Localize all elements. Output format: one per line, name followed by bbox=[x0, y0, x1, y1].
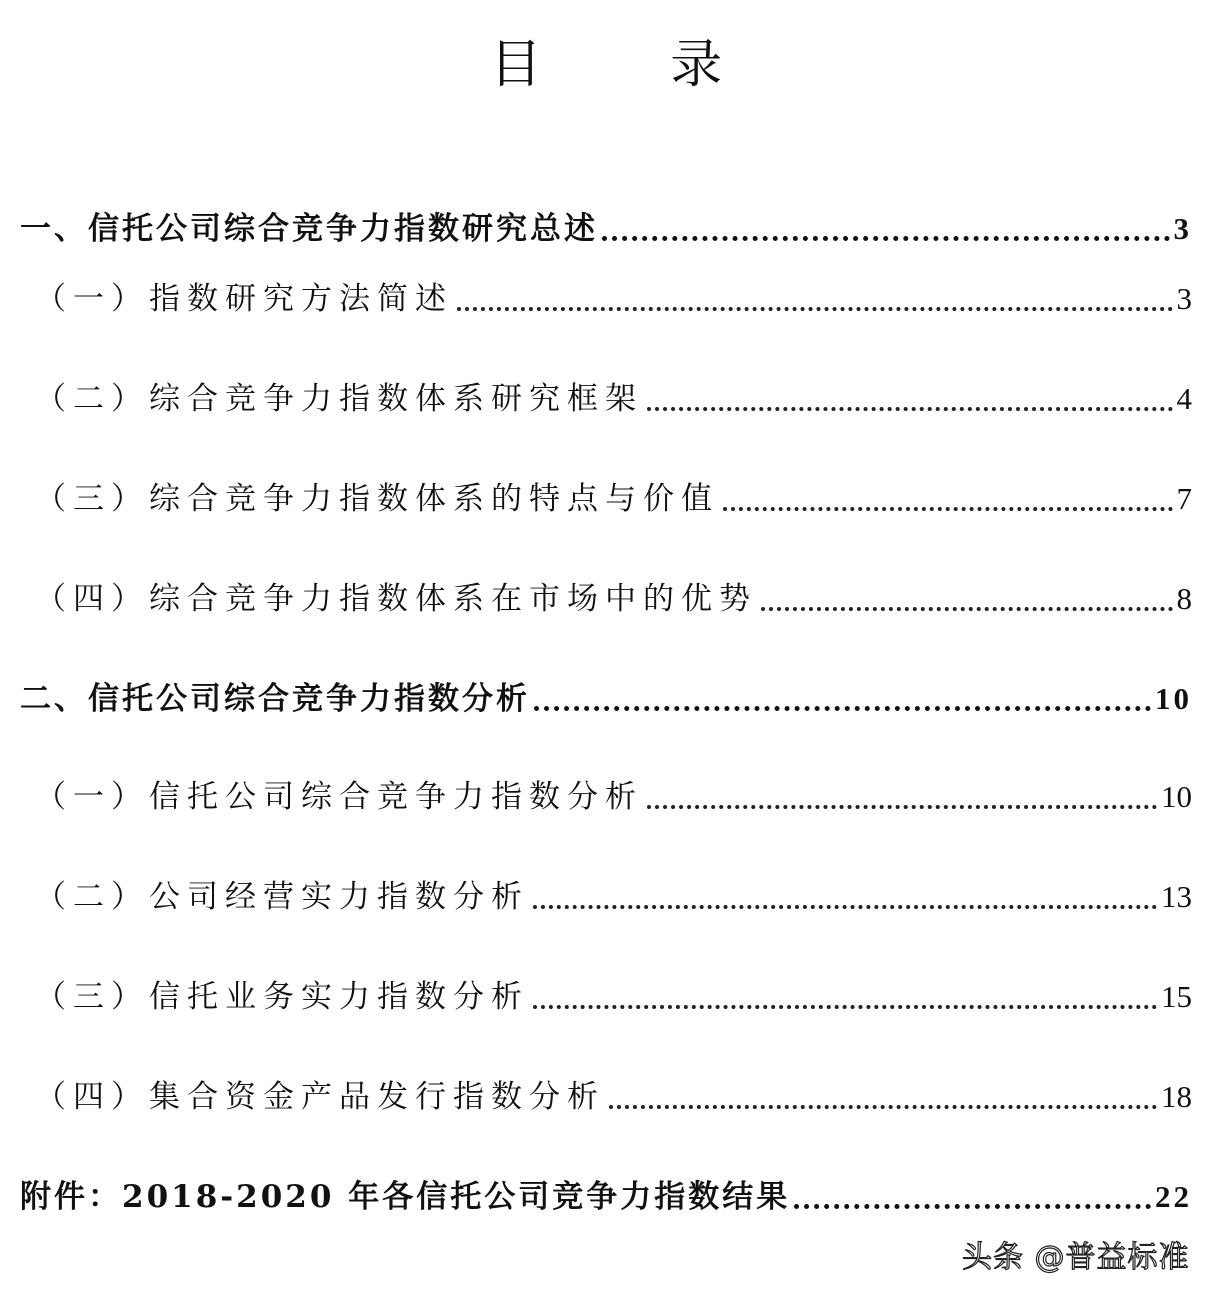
toc-entry-page: 7 bbox=[1176, 481, 1192, 516]
toc-entry[interactable] bbox=[35, 377, 1192, 421]
dot-leader bbox=[534, 706, 1151, 711]
toc-entry-page: 13 bbox=[1161, 879, 1192, 914]
watermark: 头条 @普益标准 bbox=[962, 1240, 1190, 1275]
toc-entry[interactable] bbox=[20, 677, 1192, 721]
toc-entry-label: （四）集合资金产品发行指数分析 bbox=[35, 1079, 605, 1115]
toc-entry-page: 3 bbox=[1173, 211, 1192, 246]
toc-entry[interactable] bbox=[20, 1175, 1192, 1219]
dot-leader bbox=[761, 607, 1173, 611]
toc-entry-page: 18 bbox=[1161, 1079, 1192, 1114]
toc-entry[interactable] bbox=[20, 207, 1192, 251]
toc-entry-page: 3 bbox=[1176, 281, 1192, 316]
toc-entry[interactable] bbox=[35, 277, 1192, 321]
dot-leader bbox=[609, 1105, 1157, 1109]
toc-entry-label: （二）公司经营实力指数分析 bbox=[35, 879, 529, 915]
toc-entry-label: （三）综合竞争力指数体系的特点与价值 bbox=[35, 481, 719, 517]
toc-entry-page: 8 bbox=[1176, 581, 1192, 616]
toc-entry-page: 4 bbox=[1176, 381, 1192, 416]
toc-entry-label: 附件：2018-2020 年各信托公司竞争力指数结果 bbox=[20, 1179, 791, 1215]
toc-entry-label: （三）信托业务实力指数分析 bbox=[35, 979, 529, 1015]
toc-entry-page: 10 bbox=[1155, 681, 1192, 716]
toc-entry-label: （一）指数研究方法简述 bbox=[35, 281, 453, 317]
toc-entry-label: （四）综合竞争力指数体系在市场中的优势 bbox=[35, 581, 757, 617]
page-title: 目 录 bbox=[489, 35, 779, 95]
toc-entry-page: 15 bbox=[1161, 979, 1192, 1014]
dot-leader bbox=[602, 236, 1170, 241]
toc-entry[interactable] bbox=[35, 577, 1192, 621]
dot-leader bbox=[723, 507, 1173, 511]
toc-entry[interactable] bbox=[35, 875, 1192, 919]
toc-entry[interactable] bbox=[35, 1075, 1192, 1119]
dot-leader bbox=[794, 1204, 1151, 1209]
dot-leader bbox=[647, 407, 1173, 411]
toc-entry-page: 22 bbox=[1155, 1179, 1192, 1214]
toc-entry-label: （一）信托公司综合竞争力指数分析 bbox=[35, 779, 643, 815]
dot-leader bbox=[533, 1005, 1157, 1009]
toc-entry-label: 一、信托公司综合竞争力指数研究总述 bbox=[20, 211, 598, 247]
toc-entry-page: 10 bbox=[1161, 779, 1192, 814]
toc-entry[interactable] bbox=[35, 477, 1192, 521]
toc-entry-label: （二）综合竞争力指数体系研究框架 bbox=[35, 381, 643, 417]
dot-leader bbox=[533, 905, 1157, 909]
toc-entry[interactable] bbox=[35, 775, 1192, 819]
toc-entry-label: 二、信托公司综合竞争力指数分析 bbox=[20, 681, 530, 717]
toc-entry[interactable] bbox=[35, 975, 1192, 1019]
dot-leader bbox=[647, 805, 1157, 809]
dot-leader bbox=[457, 307, 1173, 311]
